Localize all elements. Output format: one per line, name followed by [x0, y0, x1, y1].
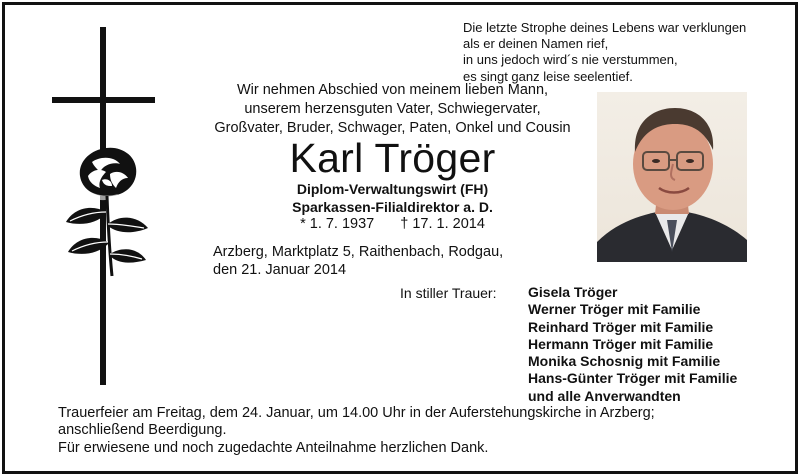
intro-line: Großvater, Bruder, Schwager, Paten, Onkel und Cousin [214, 120, 571, 136]
birth-date: * 1. 7. 1937 [300, 216, 375, 232]
funeral-info [58, 405, 655, 438]
poem-line: Die letzte Strophe deines Lebens war verklungen [463, 20, 747, 35]
list-item: Monika Schosnig mit Familie [528, 353, 721, 370]
title-line: Sparkassen-Filialdirektor a. D. [292, 199, 493, 215]
place-line: Arzberg, Marktplatz 5, Raithenbach, Rodgau, [213, 244, 504, 260]
intro-line: Wir nehmen Abschied von meinem lieben Mann, [236, 82, 549, 98]
title-line: Diplom-Verwaltungswirt (FH) [296, 181, 489, 197]
intro-text [190, 81, 595, 138]
list-item: Reinhard Tröger mit Familie [528, 318, 714, 335]
list-item: Gisela Tröger [528, 284, 618, 300]
list-item: und alle Anverwandten [528, 387, 681, 404]
death-date: † 17. 1. 2014 [400, 216, 485, 232]
date-line: den 21. Januar 2014 [213, 262, 347, 278]
mourning-label: In stiller Trauer: [400, 285, 497, 301]
list-item: Hermann Tröger mit Familie [528, 335, 714, 352]
deceased-titles [190, 180, 595, 216]
cross-bar [52, 97, 155, 103]
portrait-figure [597, 92, 747, 262]
thanks-text: Für erwiesene und noch zugedachte Anteilnahme herzlichen Dank. [58, 440, 489, 456]
rose-icon [62, 142, 150, 280]
deceased-name: Karl Tröger [289, 135, 496, 181]
funeral-line: Trauerfeier am Freitag, dem 24. Januar, um 14.00 Uhr in der Auferstehungskirche in Arzberg; [58, 405, 655, 421]
place-date [213, 243, 503, 279]
poem-line: es singt ganz leise seelentief. [463, 68, 633, 84]
portrait-photo [597, 92, 747, 262]
intro-line: unserem herzensguten Vater, Schwiegervater, [244, 101, 541, 117]
poem-line: in uns jedoch wird´s nie verstummen, [463, 52, 678, 68]
life-dates [190, 215, 595, 233]
list-item: Hans-Günter Tröger mit Familie [528, 370, 738, 387]
poem [463, 20, 746, 85]
funeral-line: anschließend Beerdigung. [58, 421, 227, 438]
list-item: Werner Tröger mit Familie [528, 301, 701, 318]
mourners-list [528, 284, 737, 405]
poem-line: als er deinen Namen rief, [463, 36, 609, 52]
